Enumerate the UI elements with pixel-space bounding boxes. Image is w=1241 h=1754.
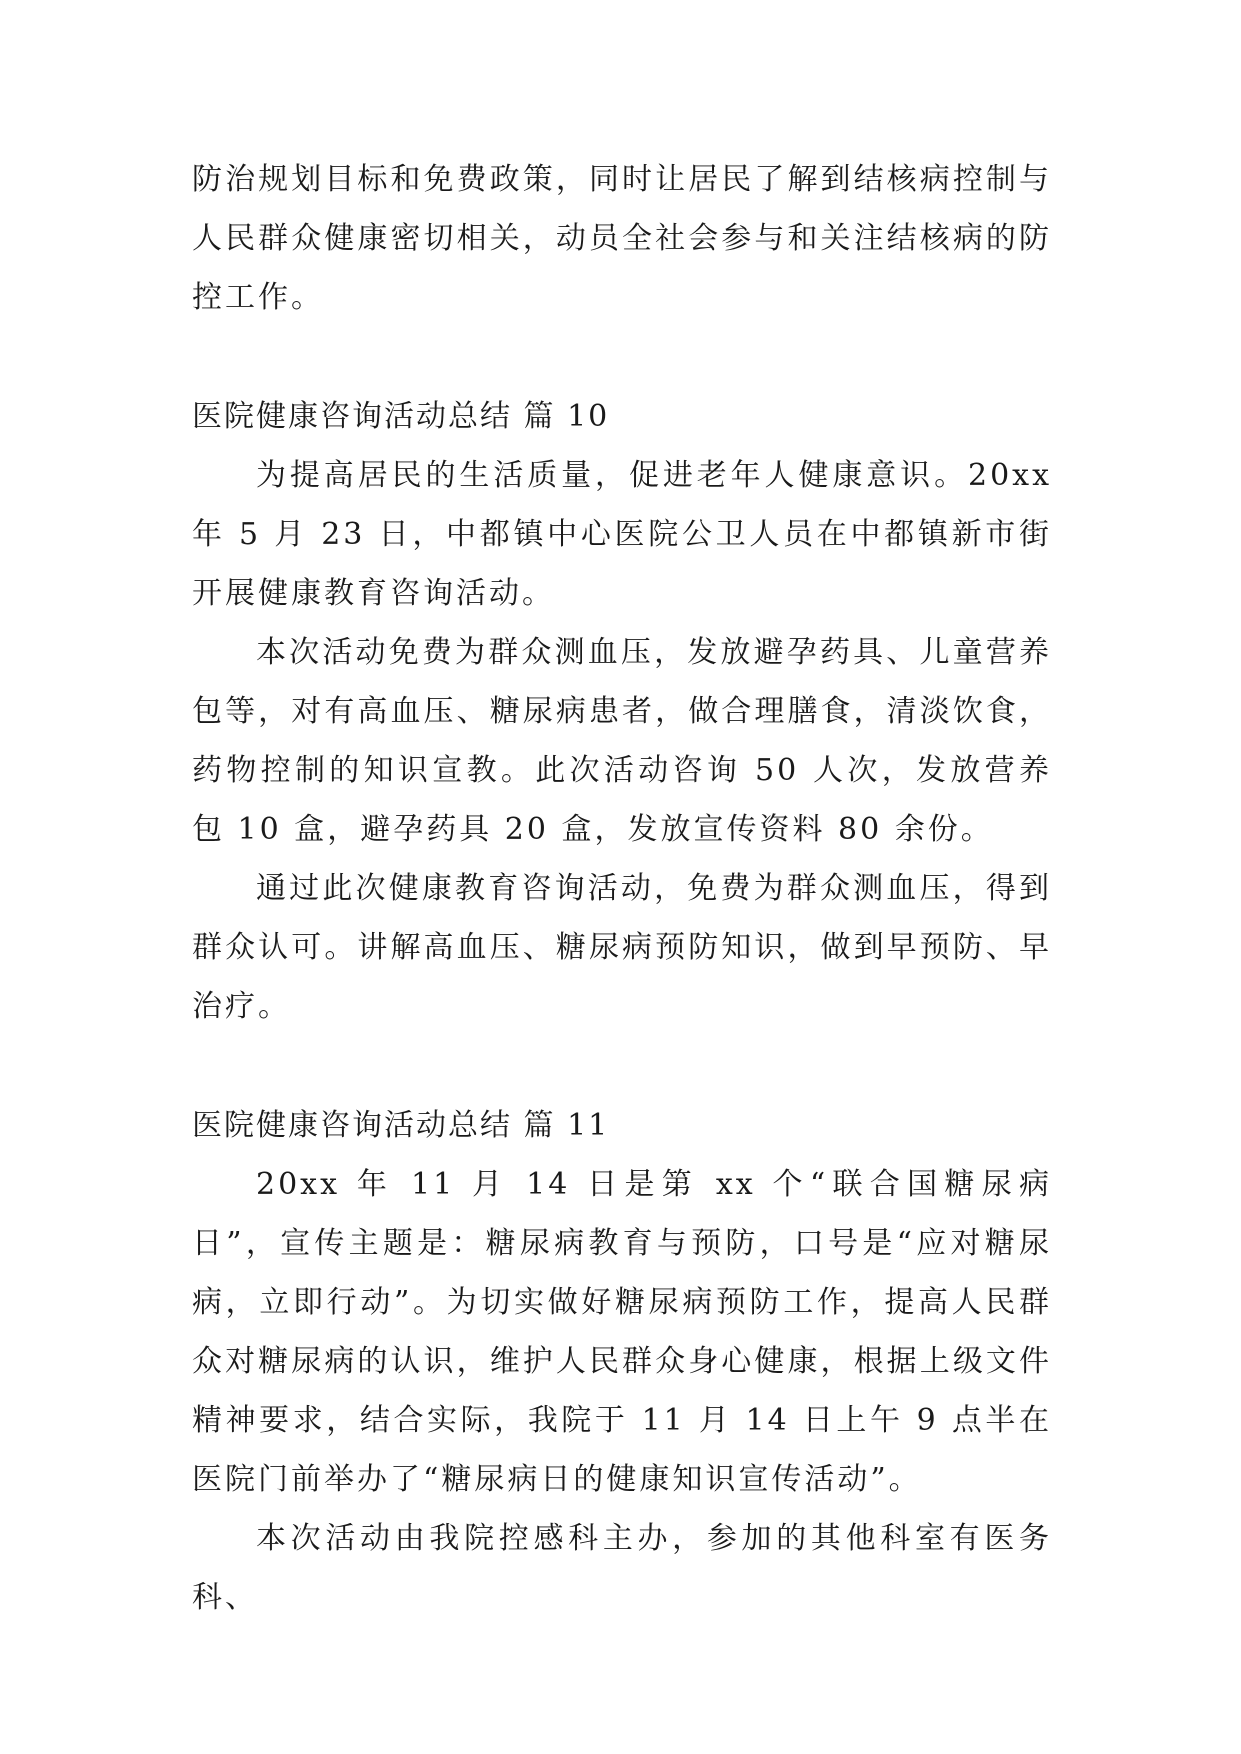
section-gap [192,327,1052,387]
section-10-title: 医院健康咨询活动总结 篇 10 [192,399,610,434]
section-10-paragraph-2: 本次活动免费为群众测血压，发放避孕药具、儿童营养包等，对有高血压、糖尿病患者，做合理膳食，清淡饮食，药物控制的知识宣教。此次活动咨询 50 人次，发放营养包 10 盒，避孕药具 20 盒，发放宣传资料 80 余份。 [192,635,1052,847]
section-10-paragraph-3: 通过此次健康教育咨询活动，免费为群众测血压，得到群众认可。讲解高血压、糖尿病预防知识，做到早预防、早治疗。 [192,871,1052,1024]
paragraph-intro: 防治规划目标和免费政策，同时让居民了解到结核病控制与人民群众健康密切相关，动员全社会参与和关注结核病的防控工作。 [192,162,1052,315]
section-gap [192,1036,1052,1096]
section-10-paragraph-1: 为提高居民的生活质量，促进老年人健康意识。20xx 年 5 月 23 日，中都镇中心医院公卫人员在中都镇新市街开展健康教育咨询活动。 [192,458,1052,611]
section-11-paragraph-2: 本次活动由我院控感科主办，参加的其他科室有医务科、 [192,1521,1052,1615]
section-11-paragraph-1: 20xx 年 11 月 14 日是第 xx 个“联合国糖尿病日”，宣传主题是：糖尿病教育与预防，口号是“应对糖尿病，立即行动”。为切实做好糖尿病预防工作，提高人民群众对糖尿病的认识，维护人民群众身心健康，根据上级文件精神要求，结合实际，我院于 11 月 14 日上午 9 点半在医院门前举办了“糖尿病日的健康知识宣传活动”。 [192,1167,1052,1497]
document-page [192,150,1052,1627]
section-11-title: 医院健康咨询活动总结 篇 11 [192,1108,610,1143]
